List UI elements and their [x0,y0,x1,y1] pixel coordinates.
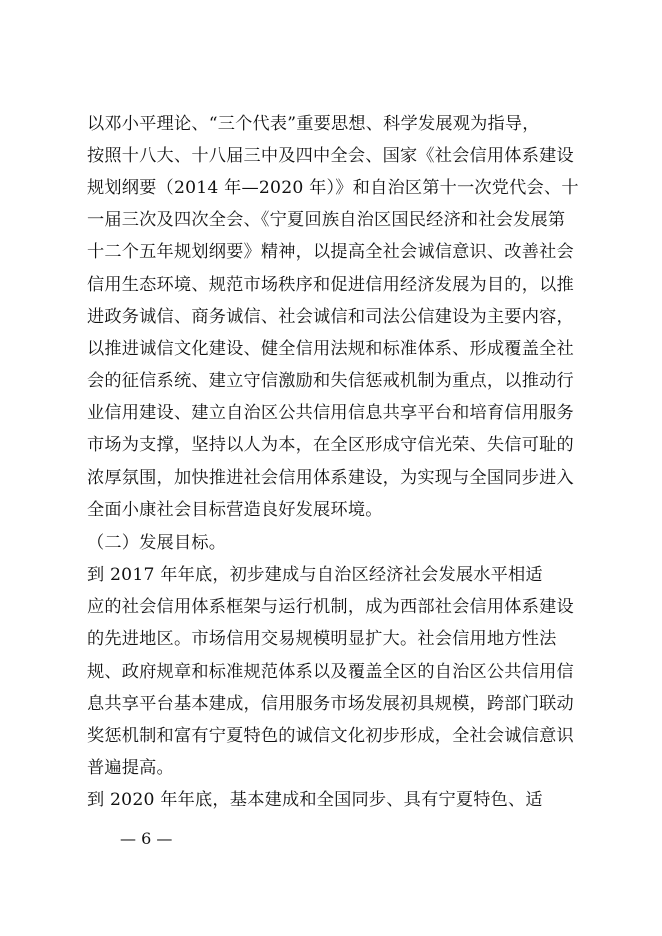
page-number: — 6 — [120,829,173,848]
text-line: 以邓小平理论、“三个代表”重要思想、科学发展观为指导， [87,114,540,134]
text-line: 规划纲要（2014 年—2020 年）》和自治区第十一次党代会、十 [87,178,579,198]
text-line: 奖惩机制和富有宁夏特色的诚信文化初步形成，全社会诚信意识 [87,726,574,746]
section-heading: （二）发展目标。 [87,533,227,553]
text-line: 十二个五年规划纲要》精神，以提高全社会诚信意识、改善社会 [87,242,574,262]
text-line: 应的社会信用体系框架与运行机制，成为西部社会信用体系建设 [87,597,574,617]
text-line: 业信用建设、建立自治区公共信用信息共享平台和培育信用服务 [87,403,574,423]
text-line: 进政务诚信、商务诚信、社会诚信和司法公信建设为主要内容， [87,307,574,327]
text-line: 信用生态环境、规范市场秩序和促进信用经济发展为目的，以推 [87,275,574,295]
text-line: 普遍提高。 [87,758,174,778]
text-line: 市场为支撑，坚持以人为本，在全区形成守信光荣、失信可耻的 [87,435,574,455]
text-line: 一届三次及四次全会、《宁夏回族自治区国民经济和社会发展第 [87,210,566,230]
text-line: 按照十八大、十八届三中及四中全会、国家《社会信用体系建设 [87,146,574,166]
text-line: 规、政府规章和标准规范体系以及覆盖全区的自治区公共信用信 [87,662,574,682]
text-line: 浓厚氛围，加快推进社会信用体系建设，为实现与全国同步进入 [87,468,574,488]
text-line: 全面小康社会目标营造良好发展环境。 [87,500,383,520]
text-line: 到 2017 年年底，初步建成与自治区经济社会发展水平相适 [87,565,543,585]
text-line: 到 2020 年年底，基本建成和全国同步、具有宁夏特色、适 [87,790,543,810]
text-line: 会的征信系统、建立守信激励和失信惩戒机制为重点，以推动行 [87,371,574,391]
text-line: 的先进地区。市场信用交易规模明显扩大。社会信用地方性法 [87,629,557,649]
text-line: 息共享平台基本建成，信用服务市场发展初具规模，跨部门联动 [87,694,574,714]
text-line: 以推进诚信文化建设、健全信用法规和标准体系、形成覆盖全社 [87,339,574,359]
